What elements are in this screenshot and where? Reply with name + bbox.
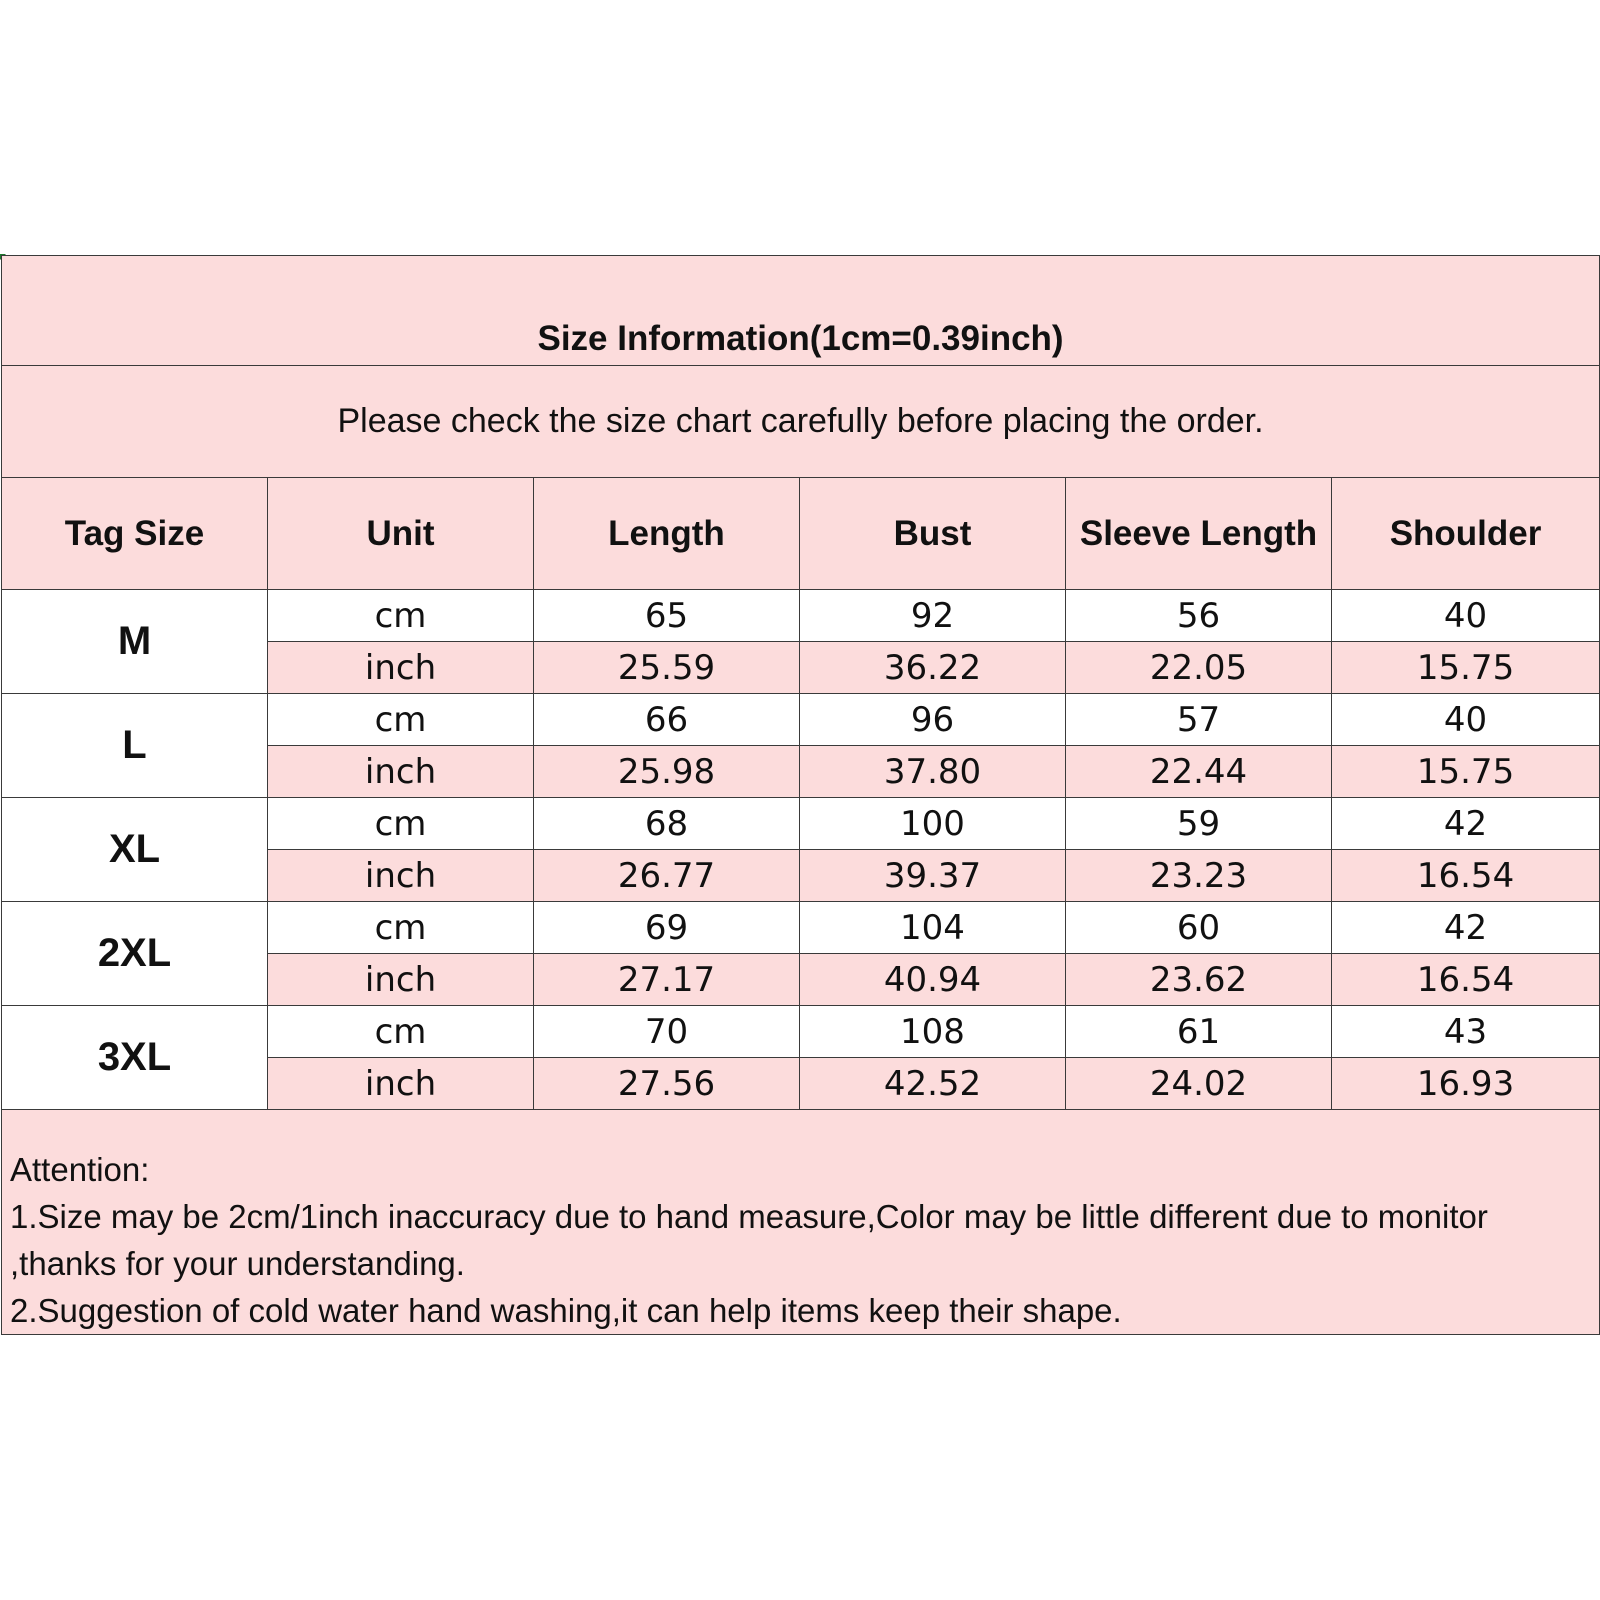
bust-cell: 108 [800, 1006, 1066, 1058]
sleeve-length-cell: 56 [1066, 590, 1332, 642]
bust-cell: 42.52 [800, 1058, 1066, 1110]
size-row-cm [2, 694, 1600, 746]
shoulder-cell: 40 [1332, 694, 1600, 746]
chart-title-cell [2, 256, 1600, 366]
chart-title: Size Information(1cm=0.39inch) [537, 319, 1064, 358]
size-row-cm [2, 590, 1600, 642]
length-cell: 27.56 [534, 1058, 800, 1110]
header-sleeve-length: Sleeve Length [1066, 478, 1332, 590]
shoulder-cell: 16.93 [1332, 1058, 1600, 1110]
sleeve-length-cell: 22.05 [1066, 642, 1332, 694]
bust-cell: 37.80 [800, 746, 1066, 798]
sleeve-length-cell: 23.62 [1066, 954, 1332, 1006]
notes-row [2, 1110, 1600, 1335]
tag-size-cell: 2XL [2, 902, 268, 1006]
length-cell: 66 [534, 694, 800, 746]
sleeve-length-cell: 24.02 [1066, 1058, 1332, 1110]
unit-cell: inch [268, 642, 534, 694]
unit-cell: cm [268, 902, 534, 954]
subtitle-row [2, 366, 1600, 478]
bust-cell: 40.94 [800, 954, 1066, 1006]
size-row-cm [2, 1006, 1600, 1058]
header-length: Length [534, 478, 800, 590]
unit-cell: inch [268, 954, 534, 1006]
size-chart-table [1, 255, 1600, 1335]
sleeve-length-cell: 61 [1066, 1006, 1332, 1058]
shoulder-cell: 42 [1332, 798, 1600, 850]
attention-note-1: 1.Size may be 2cm/1inch inaccuracy due to hand measure,Color may be little different due to monitor ,thanks for your understanding. [10, 1198, 1488, 1282]
header-unit: Unit [268, 478, 534, 590]
tag-size-cell: L [2, 694, 268, 798]
sleeve-length-cell: 22.44 [1066, 746, 1332, 798]
length-cell: 26.77 [534, 850, 800, 902]
tag-size-cell: XL [2, 798, 268, 902]
shoulder-cell: 40 [1332, 590, 1600, 642]
length-cell: 70 [534, 1006, 800, 1058]
length-cell: 68 [534, 798, 800, 850]
header-row [2, 478, 1600, 590]
shoulder-cell: 16.54 [1332, 850, 1600, 902]
length-cell: 69 [534, 902, 800, 954]
length-cell: 25.59 [534, 642, 800, 694]
sleeve-length-cell: 57 [1066, 694, 1332, 746]
tag-size-cell: 3XL [2, 1006, 268, 1110]
title-row [2, 256, 1600, 366]
shoulder-cell: 15.75 [1332, 642, 1600, 694]
sleeve-length-cell: 59 [1066, 798, 1332, 850]
bust-cell: 92 [800, 590, 1066, 642]
bust-cell: 39.37 [800, 850, 1066, 902]
unit-cell: cm [268, 694, 534, 746]
shoulder-cell: 16.54 [1332, 954, 1600, 1006]
header-bust: Bust [800, 478, 1066, 590]
size-row-cm [2, 902, 1600, 954]
tag-size-cell: M [2, 590, 268, 694]
attention-heading: Attention: [10, 1151, 150, 1188]
bust-cell: 96 [800, 694, 1066, 746]
size-row-cm [2, 798, 1600, 850]
attention-notes [2, 1110, 1600, 1335]
chart-subtitle: Please check the size chart carefully before placing the order. [2, 366, 1600, 478]
header-shoulder: Shoulder [1332, 478, 1600, 590]
bust-cell: 100 [800, 798, 1066, 850]
bust-cell: 36.22 [800, 642, 1066, 694]
unit-cell: cm [268, 1006, 534, 1058]
attention-note-2: 2.Suggestion of cold water hand washing,it can help items keep their shape. [10, 1292, 1122, 1329]
shoulder-cell: 15.75 [1332, 746, 1600, 798]
unit-cell: inch [268, 1058, 534, 1110]
header-tag-size: Tag Size [2, 478, 268, 590]
length-cell: 27.17 [534, 954, 800, 1006]
length-cell: 65 [534, 590, 800, 642]
bust-cell: 104 [800, 902, 1066, 954]
unit-cell: cm [268, 798, 534, 850]
unit-cell: inch [268, 746, 534, 798]
shoulder-cell: 42 [1332, 902, 1600, 954]
sleeve-length-cell: 23.23 [1066, 850, 1332, 902]
length-cell: 25.98 [534, 746, 800, 798]
shoulder-cell: 43 [1332, 1006, 1600, 1058]
sleeve-length-cell: 60 [1066, 902, 1332, 954]
unit-cell: cm [268, 590, 534, 642]
unit-cell: inch [268, 850, 534, 902]
